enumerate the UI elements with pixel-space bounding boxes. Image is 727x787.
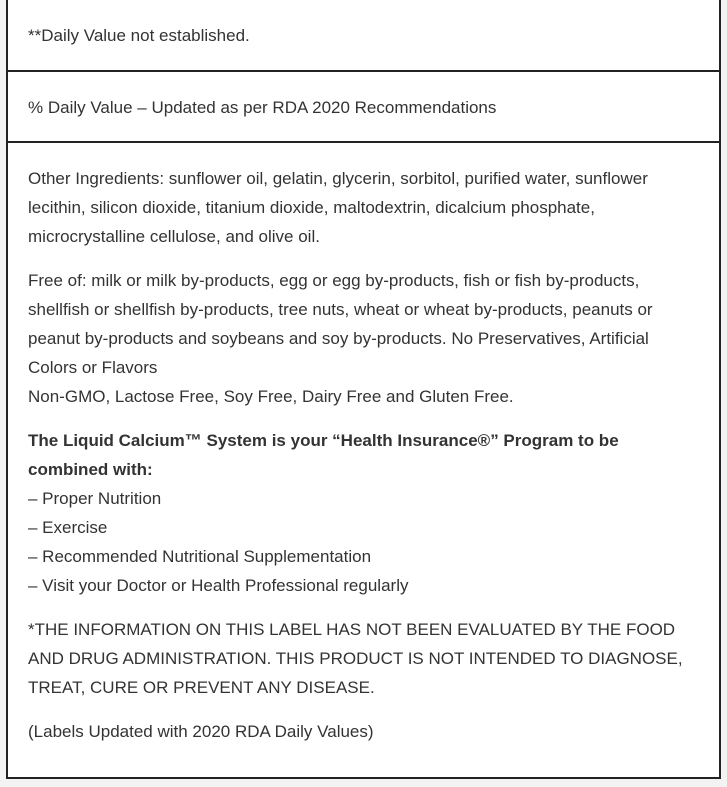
daily-value-note-row [8,0,719,72]
program-section [28,426,697,600]
labels-updated-note: (Labels Updated with 2020 RDA Daily Values) [28,722,374,741]
fda-disclaimer: *THE INFORMATION ON THIS LABEL HAS NOT BEEN EVALUATED BY THE FOOD AND DRUG ADMINISTRATION. THIS PRODUCT IS NOT INTENDED TO DIAGNOSE, TREAT, CURE OR PREVENT ANY DISEASE. [28,620,683,697]
program-item: – Recommended Nutritional Supplementation [28,547,372,566]
program-item: – Visit your Doctor or Health Professional regularly [28,576,409,595]
ingredients-and-notes-row [8,143,719,746]
supplement-label-table [6,0,721,779]
free-of-paragraph [28,266,697,411]
program-item: – Proper Nutrition [28,489,162,508]
other-ingredients-text: Other Ingredients: sunflower oil, gelatin, glycerin, sorbitol, purified water, sunflower lecithin, silicon dioxide, titanium dioxide, maltodextrin, dicalcium phosphate, microcrystalline cellulose, and olive oil. [28,169,648,246]
daily-value-note: **Daily Value not established. [28,26,250,45]
program-item: – Exercise [28,518,108,537]
program-heading: The Liquid Calcium™ System is your “Health Insurance®” Program to be combined with: [28,431,619,479]
rda-note-row [8,72,719,143]
rda-note: % Daily Value – Updated as per RDA 2020 Recommendations [28,98,497,117]
free-of-text: Free of: milk or milk by-products, egg or egg by-products, fish or fish by-products, shellfish or shellfish by-products, tree nuts, wheat or wheat by-products, peanuts or peanut by-products and soybeans and soy by-products. No Preservatives, Artificial Colors or Flavors [28,271,653,377]
non-gmo-text: Non-GMO, Lactose Free, Soy Free, Dairy Free and Gluten Free. [28,387,514,406]
